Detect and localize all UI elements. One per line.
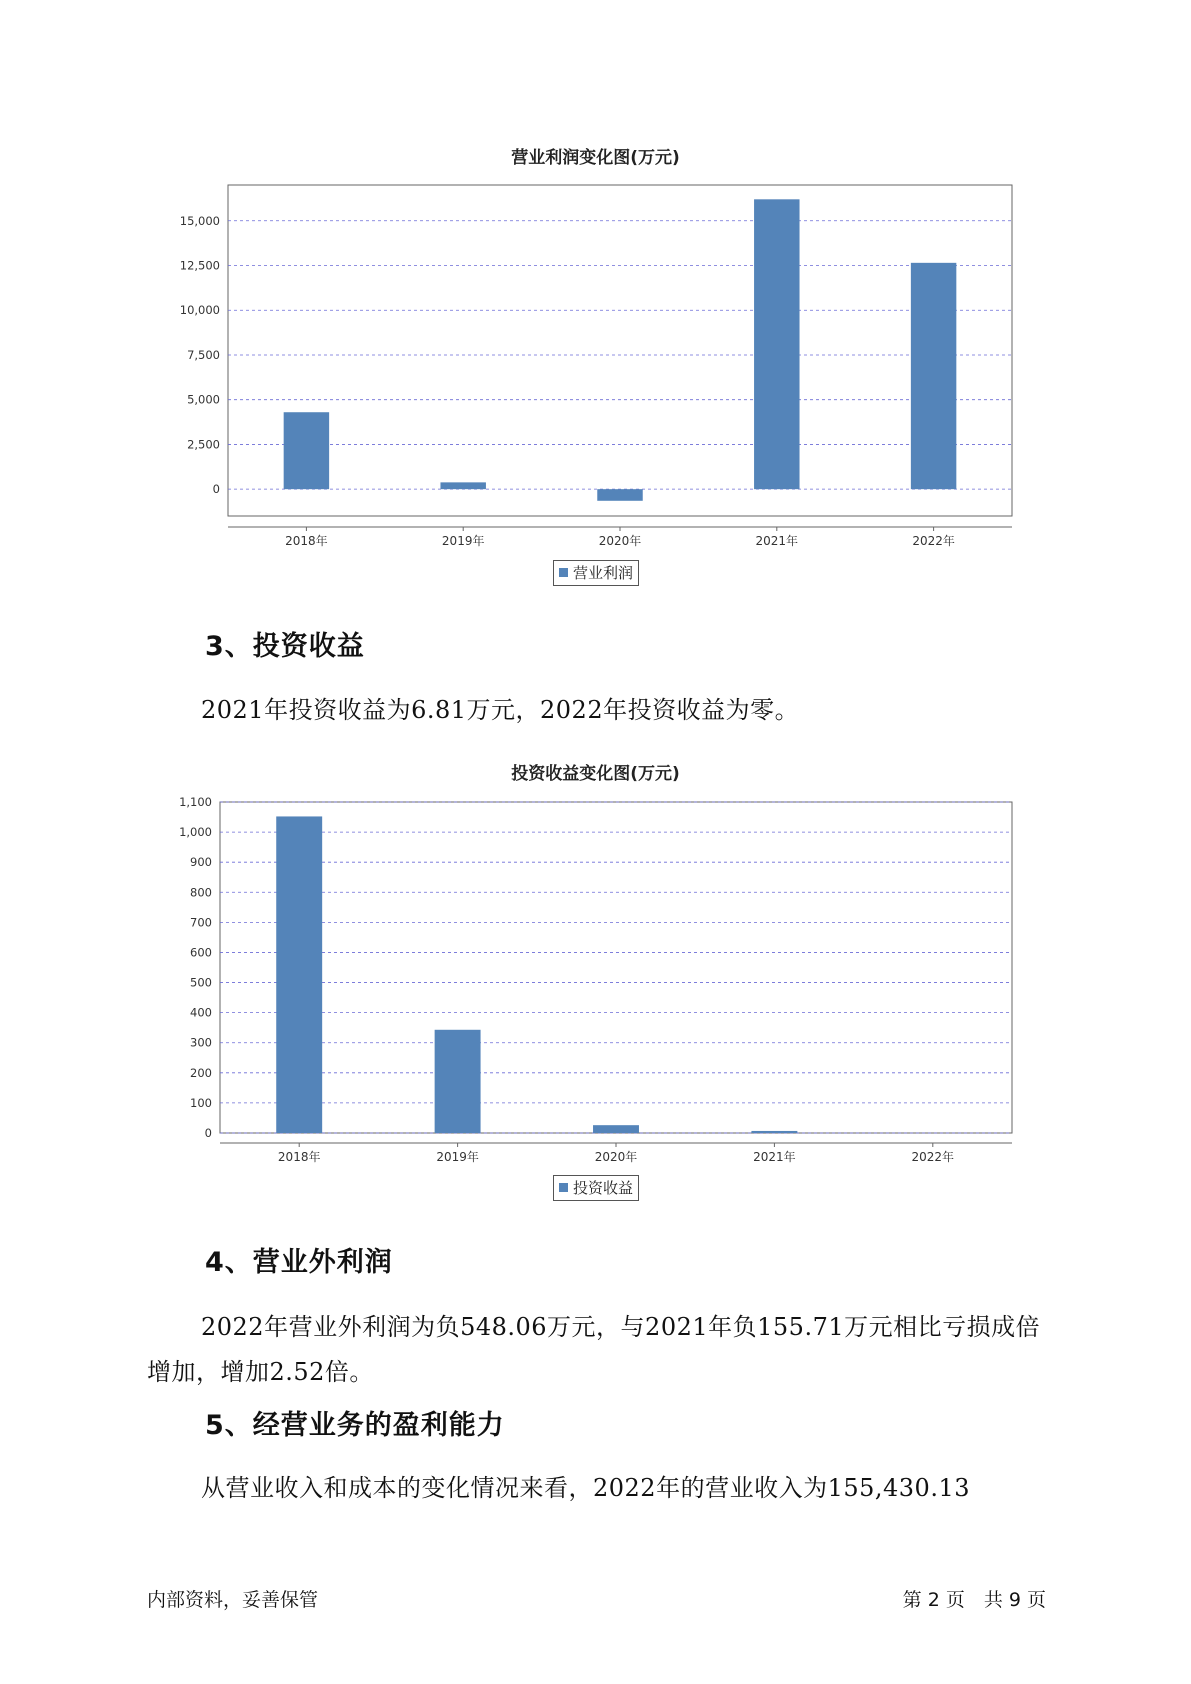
footer-page-number: 第 2 页 共 9 页 <box>902 1589 1046 1611</box>
chart1-operating-profit <box>0 170 1191 570</box>
chart1-x-label: 2022年 <box>912 534 955 548</box>
section-5-title: 5、经营业务的盈利能力 <box>205 1410 505 1441</box>
chart2-x-label: 2020年 <box>594 1150 638 1164</box>
chart2-ytick-label: 300 <box>190 1035 212 1050</box>
chart1-x-label: 2018年 <box>285 534 328 548</box>
chart2-ytick-label: 900 <box>190 855 212 870</box>
chart1-legend <box>553 560 639 586</box>
chart2-ytick-label: 400 <box>190 1005 212 1020</box>
chart2-legend <box>553 1175 639 1201</box>
section-3-text: 2021年投资收益为6.81万元，2022年投资收益为零。 <box>201 696 800 724</box>
chart2-ytick-label: 500 <box>190 975 212 990</box>
chart1-bar-2020年 <box>597 489 642 501</box>
chart2-ytick-label: 800 <box>190 885 212 900</box>
chart1-x-label: 2019年 <box>441 534 485 548</box>
section-4-title: 4、营业外利润 <box>205 1247 393 1278</box>
chart2-ytick-label: 100 <box>190 1095 212 1110</box>
chart2-investment-income <box>0 790 1191 1170</box>
chart1-bar-2019年 <box>440 482 485 489</box>
chart2-ytick-label: 700 <box>190 915 212 930</box>
chart2-legend-label: 投资收益 <box>573 1179 634 1197</box>
chart2-x-label: 2019年 <box>436 1150 479 1164</box>
chart2-x-label: 2018年 <box>277 1150 321 1164</box>
chart2-x-label: 2022年 <box>911 1150 955 1164</box>
chart2-x-label: 2021年 <box>753 1150 796 1164</box>
chart1-ytick-label: 0 <box>212 482 220 497</box>
chart2-ytick-label: 1,000 <box>179 825 212 840</box>
chart2-plot-frame <box>220 802 1012 1133</box>
chart1-legend-swatch <box>559 568 568 577</box>
chart2-ytick-label: 0 <box>204 1126 212 1140</box>
chart2-ytick-label: 200 <box>190 1065 212 1080</box>
chart1-x-label: 2021年 <box>755 534 799 548</box>
chart1-ytick-label: 7,500 <box>187 347 220 362</box>
chart1-plot-frame <box>228 185 1012 516</box>
chart1-ytick-label: 15,000 <box>179 213 220 228</box>
chart2-bar-2018年 <box>276 816 322 1133</box>
chart2-bar-2019年 <box>435 1030 481 1133</box>
chart2-ytick-label: 1,100 <box>179 795 212 809</box>
chart2-ytick-label: 600 <box>190 945 212 960</box>
footer-confidential: 内部资料，妥善保管 <box>147 1589 319 1611</box>
section-4-text: 2022年营业外利润为负548.06万元，与2021年负155.71万元相比亏损成倍增加，增加2.52倍。 <box>147 1313 1041 1386</box>
chart2-legend-swatch <box>559 1183 568 1192</box>
chart1-bar-2018年 <box>284 412 329 489</box>
chart1-legend-label: 营业利润 <box>573 564 634 582</box>
chart2-bar-2020年 <box>593 1125 639 1133</box>
chart2-title: 投资收益变化图(万元) <box>511 764 680 784</box>
chart2-bar-2021年 <box>751 1131 797 1133</box>
chart1-x-label: 2020年 <box>598 534 642 548</box>
chart1-title: 营业利润变化图(万元) <box>511 148 680 168</box>
chart1-ytick-label: 10,000 <box>179 303 220 318</box>
chart1-ytick-label: 5,000 <box>187 392 220 407</box>
chart1-ytick-label: 2,500 <box>187 437 220 452</box>
section-3-title: 3、投资收益 <box>205 631 365 662</box>
section-5-text: 从营业收入和成本的变化情况来看，2022年的营业收入为155,430.13 <box>201 1474 970 1502</box>
chart1-bar-2022年 <box>911 263 956 489</box>
chart1-bar-2021年 <box>754 199 799 489</box>
chart1-ytick-label: 12,500 <box>179 258 220 273</box>
